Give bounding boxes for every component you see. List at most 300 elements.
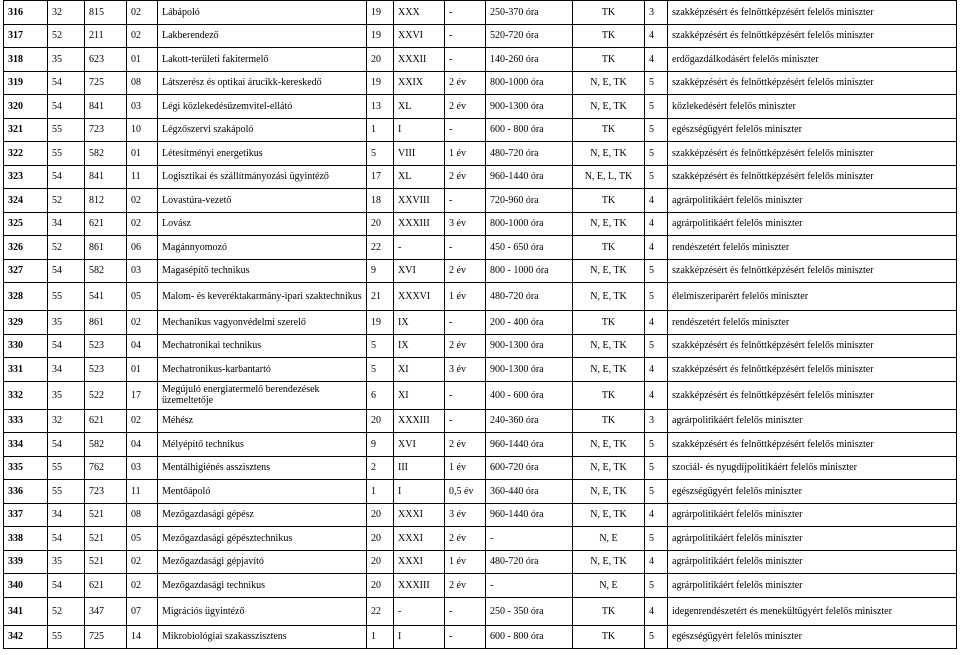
cell-code-part-2: 621 [85, 212, 127, 236]
cell-training-duration: 2 év [445, 259, 486, 283]
cell-qualification-name: Logisztikai és szállítmányozási ügyintéző [158, 165, 367, 189]
cell-sector-number: 1 [367, 625, 394, 649]
cell-responsible-minister: szakképzésért és felnőttképzésért felelős miniszter [668, 259, 957, 283]
cell-sector-roman: XXXI [394, 550, 445, 574]
cell-code-part-1: 55 [48, 625, 85, 649]
cell-code-part-2: 812 [85, 189, 127, 213]
cell-qualification-name: Mezőgazdasági gépész [158, 503, 367, 527]
cell-code-part-3: 02 [127, 24, 158, 48]
cell-training-duration: 1 év [445, 283, 486, 311]
cell-sector-roman: XXX [394, 1, 445, 25]
cell-qualification-name: Mezőgazdasági technikus [158, 574, 367, 598]
cell-training-hours: 960-1440 óra [486, 433, 573, 457]
cell-code-part-3: 01 [127, 48, 158, 72]
cell-code-part-1: 54 [48, 95, 85, 119]
cell-training-form: N, E, TK [573, 71, 645, 95]
cell-code-part-2: 582 [85, 259, 127, 283]
cell-code-part-3: 14 [127, 625, 158, 649]
cell-code-part-3: 02 [127, 311, 158, 335]
cell-serial-number: 342 [4, 625, 48, 649]
cell-code-part-2: 841 [85, 95, 127, 119]
cell-training-hours: 600 - 800 óra [486, 625, 573, 649]
cell-level: 4 [645, 550, 668, 574]
cell-training-hours: 600 - 800 óra [486, 118, 573, 142]
cell-serial-number: 323 [4, 165, 48, 189]
cell-code-part-2: 762 [85, 456, 127, 480]
table-row [4, 597, 957, 625]
cell-training-form: TK [573, 597, 645, 625]
cell-training-form: N, E, TK [573, 142, 645, 166]
cell-training-hours: 800-1000 óra [486, 212, 573, 236]
cell-qualification-name: Magánnyomozó [158, 236, 367, 260]
cell-qualification-name: Légzőszervi szakápoló [158, 118, 367, 142]
cell-training-form: N, E, TK [573, 283, 645, 311]
cell-qualification-name: Migrációs ügyintéző [158, 597, 367, 625]
cell-serial-number: 325 [4, 212, 48, 236]
cell-qualification-name: Mikrobiológiai szakasszisztens [158, 625, 367, 649]
cell-sector-roman: XXXIII [394, 212, 445, 236]
cell-training-form: TK [573, 381, 645, 409]
cell-level: 3 [645, 1, 668, 25]
cell-training-duration: 1 év [445, 550, 486, 574]
table-row [4, 503, 957, 527]
cell-sector-number: 5 [367, 334, 394, 358]
cell-code-part-3: 08 [127, 71, 158, 95]
cell-code-part-1: 35 [48, 381, 85, 409]
cell-level: 5 [645, 259, 668, 283]
cell-training-form: N, E, TK [573, 212, 645, 236]
cell-training-hours: - [486, 574, 573, 598]
cell-responsible-minister: szakképzésért és felnőttképzésért felelős miniszter [668, 334, 957, 358]
cell-serial-number: 337 [4, 503, 48, 527]
table-row [4, 456, 957, 480]
cell-training-duration: 3 év [445, 212, 486, 236]
cell-level: 5 [645, 480, 668, 504]
cell-responsible-minister: agrárpolitikáért felelős miniszter [668, 212, 957, 236]
cell-code-part-3: 02 [127, 574, 158, 598]
cell-code-part-1: 54 [48, 165, 85, 189]
cell-code-part-2: 725 [85, 71, 127, 95]
cell-level: 4 [645, 358, 668, 382]
cell-training-hours: 140-260 óra [486, 48, 573, 72]
cell-serial-number: 320 [4, 95, 48, 119]
cell-training-form: TK [573, 625, 645, 649]
cell-qualification-name: Lakott-területi fakitermelő [158, 48, 367, 72]
cell-training-duration: - [445, 381, 486, 409]
cell-training-duration: 2 év [445, 433, 486, 457]
cell-responsible-minister: szakképzésért és felnőttképzésért felelős miniszter [668, 165, 957, 189]
cell-code-part-2: 523 [85, 334, 127, 358]
cell-training-hours: - [486, 527, 573, 551]
cell-qualification-name: Mechatronikus-karbantartó [158, 358, 367, 382]
cell-training-form: TK [573, 118, 645, 142]
qualification-register-table [3, 0, 957, 649]
cell-code-part-2: 623 [85, 48, 127, 72]
cell-sector-roman: XXXI [394, 503, 445, 527]
cell-level: 4 [645, 381, 668, 409]
cell-responsible-minister: rendészetért felelős miniszter [668, 311, 957, 335]
cell-serial-number: 339 [4, 550, 48, 574]
table-row [4, 142, 957, 166]
cell-training-form: TK [573, 1, 645, 25]
cell-code-part-1: 55 [48, 142, 85, 166]
cell-training-form: TK [573, 24, 645, 48]
cell-code-part-3: 04 [127, 334, 158, 358]
cell-training-form: N, E, TK [573, 433, 645, 457]
cell-serial-number: 332 [4, 381, 48, 409]
cell-sector-roman: I [394, 118, 445, 142]
cell-code-part-1: 52 [48, 597, 85, 625]
cell-sector-number: 18 [367, 189, 394, 213]
cell-level: 4 [645, 236, 668, 260]
cell-serial-number: 317 [4, 24, 48, 48]
cell-sector-roman: IX [394, 334, 445, 358]
cell-training-hours: 480-720 óra [486, 142, 573, 166]
cell-sector-number: 20 [367, 503, 394, 527]
table-row [4, 236, 957, 260]
cell-sector-roman: IX [394, 311, 445, 335]
cell-code-part-3: 11 [127, 165, 158, 189]
cell-sector-roman: I [394, 480, 445, 504]
table-row [4, 259, 957, 283]
cell-code-part-2: 211 [85, 24, 127, 48]
cell-sector-roman: XXVIII [394, 189, 445, 213]
cell-code-part-3: 04 [127, 433, 158, 457]
cell-qualification-name: Mechatronikai technikus [158, 334, 367, 358]
cell-code-part-3: 05 [127, 527, 158, 551]
cell-code-part-2: 541 [85, 283, 127, 311]
cell-qualification-name: Lovász [158, 212, 367, 236]
cell-training-form: N, E, TK [573, 480, 645, 504]
cell-training-hours: 400 - 600 óra [486, 381, 573, 409]
cell-sector-number: 19 [367, 24, 394, 48]
cell-training-duration: - [445, 189, 486, 213]
cell-training-duration: 1 év [445, 456, 486, 480]
cell-serial-number: 318 [4, 48, 48, 72]
table-row [4, 527, 957, 551]
cell-code-part-2: 621 [85, 409, 127, 433]
cell-code-part-3: 01 [127, 142, 158, 166]
cell-code-part-1: 52 [48, 236, 85, 260]
cell-training-form: N, E, TK [573, 550, 645, 574]
cell-code-part-2: 523 [85, 358, 127, 382]
cell-training-hours: 360-440 óra [486, 480, 573, 504]
table-row [4, 358, 957, 382]
cell-code-part-3: 02 [127, 212, 158, 236]
cell-sector-roman: III [394, 456, 445, 480]
cell-training-duration: 2 év [445, 334, 486, 358]
cell-sector-number: 1 [367, 480, 394, 504]
cell-serial-number: 338 [4, 527, 48, 551]
cell-training-form: N, E, TK [573, 503, 645, 527]
cell-training-duration: - [445, 236, 486, 260]
cell-sector-roman: XL [394, 95, 445, 119]
cell-sector-number: 9 [367, 259, 394, 283]
table-row [4, 625, 957, 649]
cell-serial-number: 324 [4, 189, 48, 213]
cell-sector-number: 17 [367, 165, 394, 189]
cell-sector-roman: XI [394, 381, 445, 409]
cell-training-hours: 250-370 óra [486, 1, 573, 25]
cell-sector-number: 19 [367, 71, 394, 95]
table-row [4, 574, 957, 598]
cell-responsible-minister: szakképzésért és felnőttképzésért felelős miniszter [668, 358, 957, 382]
cell-responsible-minister: erdőgazdálkodásért felelős miniszter [668, 48, 957, 72]
cell-code-part-3: 02 [127, 550, 158, 574]
cell-training-duration: 1 év [445, 142, 486, 166]
cell-sector-roman: XXXIII [394, 409, 445, 433]
cell-level: 4 [645, 597, 668, 625]
table-row [4, 118, 957, 142]
cell-code-part-1: 32 [48, 1, 85, 25]
cell-code-part-2: 725 [85, 625, 127, 649]
cell-training-hours: 800 - 1000 óra [486, 259, 573, 283]
cell-training-duration: 2 év [445, 95, 486, 119]
cell-training-form: TK [573, 48, 645, 72]
cell-training-form: TK [573, 236, 645, 260]
cell-training-form: TK [573, 409, 645, 433]
cell-qualification-name: Létesítményi energetikus [158, 142, 367, 166]
cell-training-duration: - [445, 409, 486, 433]
cell-serial-number: 341 [4, 597, 48, 625]
cell-level: 5 [645, 574, 668, 598]
table-row [4, 480, 957, 504]
cell-training-hours: 250 - 350 óra [486, 597, 573, 625]
cell-serial-number: 316 [4, 1, 48, 25]
cell-code-part-2: 582 [85, 433, 127, 457]
cell-responsible-minister: élelmiszeriparért felelős miniszter [668, 283, 957, 311]
cell-code-part-1: 35 [48, 550, 85, 574]
cell-level: 4 [645, 189, 668, 213]
cell-code-part-2: 861 [85, 311, 127, 335]
cell-qualification-name: Mentőápoló [158, 480, 367, 504]
cell-code-part-1: 55 [48, 118, 85, 142]
cell-responsible-minister: szakképzésért és felnőttképzésért felelős miniszter [668, 71, 957, 95]
cell-qualification-name: Légi közlekedésüzemvitel-ellátó [158, 95, 367, 119]
cell-serial-number: 319 [4, 71, 48, 95]
cell-training-duration: 2 év [445, 71, 486, 95]
cell-sector-roman: - [394, 236, 445, 260]
cell-training-hours: 240-360 óra [486, 409, 573, 433]
cell-sector-roman: VIII [394, 142, 445, 166]
cell-responsible-minister: agrárpolitikáért felelős miniszter [668, 527, 957, 551]
cell-qualification-name: Látszerész és optikai árucikk-kereskedő [158, 71, 367, 95]
cell-qualification-name: Mentálhigiénés asszisztens [158, 456, 367, 480]
cell-sector-roman: - [394, 597, 445, 625]
cell-responsible-minister: agrárpolitikáért felelős miniszter [668, 550, 957, 574]
cell-sector-number: 20 [367, 550, 394, 574]
cell-serial-number: 340 [4, 574, 48, 598]
cell-responsible-minister: szakképzésért és felnőttképzésért felelős miniszter [668, 24, 957, 48]
cell-sector-roman: I [394, 625, 445, 649]
cell-sector-roman: XXXVI [394, 283, 445, 311]
cell-code-part-2: 723 [85, 118, 127, 142]
cell-code-part-3: 07 [127, 597, 158, 625]
cell-training-form: N, E, TK [573, 95, 645, 119]
cell-responsible-minister: agrárpolitikáért felelős miniszter [668, 574, 957, 598]
table-row [4, 48, 957, 72]
cell-level: 4 [645, 212, 668, 236]
cell-training-form: TK [573, 311, 645, 335]
table-body [4, 1, 957, 649]
cell-code-part-2: 841 [85, 165, 127, 189]
cell-code-part-2: 621 [85, 574, 127, 598]
cell-code-part-1: 35 [48, 311, 85, 335]
cell-responsible-minister: egészségügyért felelős miniszter [668, 118, 957, 142]
cell-sector-roman: XXVI [394, 24, 445, 48]
cell-sector-roman: XVI [394, 433, 445, 457]
cell-code-part-1: 54 [48, 433, 85, 457]
cell-code-part-3: 17 [127, 381, 158, 409]
cell-sector-number: 19 [367, 311, 394, 335]
cell-training-hours: 800-1000 óra [486, 71, 573, 95]
cell-training-hours: 600-720 óra [486, 456, 573, 480]
table-row [4, 189, 957, 213]
cell-serial-number: 330 [4, 334, 48, 358]
cell-code-part-1: 55 [48, 283, 85, 311]
cell-qualification-name: Magasépítő technikus [158, 259, 367, 283]
table-row [4, 24, 957, 48]
cell-code-part-1: 54 [48, 574, 85, 598]
cell-code-part-2: 815 [85, 1, 127, 25]
cell-sector-number: 1 [367, 118, 394, 142]
cell-serial-number: 327 [4, 259, 48, 283]
cell-sector-number: 20 [367, 574, 394, 598]
cell-code-part-2: 521 [85, 527, 127, 551]
cell-training-form: N, E, TK [573, 358, 645, 382]
table-row [4, 283, 957, 311]
cell-level: 4 [645, 24, 668, 48]
cell-level: 5 [645, 625, 668, 649]
cell-serial-number: 331 [4, 358, 48, 382]
table-row [4, 433, 957, 457]
cell-qualification-name: Megújuló energiatermelő berendezések üzemeltetője [158, 381, 367, 409]
cell-code-part-2: 723 [85, 480, 127, 504]
cell-sector-roman: XL [394, 165, 445, 189]
cell-training-duration: 3 év [445, 503, 486, 527]
cell-training-form: N, E, L, TK [573, 165, 645, 189]
cell-responsible-minister: agrárpolitikáért felelős miniszter [668, 189, 957, 213]
cell-serial-number: 335 [4, 456, 48, 480]
cell-code-part-2: 521 [85, 503, 127, 527]
cell-responsible-minister: szakképzésért és felnőttképzésért felelős miniszter [668, 142, 957, 166]
cell-code-part-1: 34 [48, 358, 85, 382]
cell-qualification-name: Mezőgazdasági gépésztechnikus [158, 527, 367, 551]
cell-code-part-2: 522 [85, 381, 127, 409]
cell-sector-roman: XXXI [394, 527, 445, 551]
cell-training-hours: 900-1300 óra [486, 334, 573, 358]
cell-code-part-3: 10 [127, 118, 158, 142]
cell-qualification-name: Méhész [158, 409, 367, 433]
table-row [4, 71, 957, 95]
table-row [4, 550, 957, 574]
cell-level: 5 [645, 142, 668, 166]
cell-sector-roman: XXIX [394, 71, 445, 95]
cell-code-part-1: 54 [48, 71, 85, 95]
cell-sector-number: 2 [367, 456, 394, 480]
cell-training-form: N, E [573, 527, 645, 551]
cell-code-part-3: 06 [127, 236, 158, 260]
cell-level: 5 [645, 433, 668, 457]
table-row [4, 334, 957, 358]
cell-serial-number: 326 [4, 236, 48, 260]
cell-sector-number: 20 [367, 527, 394, 551]
cell-training-hours: 450 - 650 óra [486, 236, 573, 260]
cell-code-part-1: 52 [48, 189, 85, 213]
cell-training-form: N, E, TK [573, 334, 645, 358]
cell-responsible-minister: agrárpolitikáért felelős miniszter [668, 503, 957, 527]
cell-code-part-3: 01 [127, 358, 158, 382]
cell-responsible-minister: idegenrendészetért és menekültügyért felelős miniszter [668, 597, 957, 625]
cell-responsible-minister: rendészetért felelős miniszter [668, 236, 957, 260]
cell-sector-number: 13 [367, 95, 394, 119]
cell-training-duration: - [445, 311, 486, 335]
table-row [4, 1, 957, 25]
cell-code-part-3: 03 [127, 259, 158, 283]
cell-sector-number: 22 [367, 236, 394, 260]
cell-training-duration: - [445, 597, 486, 625]
cell-sector-number: 20 [367, 409, 394, 433]
cell-code-part-1: 34 [48, 212, 85, 236]
cell-code-part-1: 54 [48, 334, 85, 358]
cell-sector-number: 5 [367, 142, 394, 166]
cell-code-part-1: 55 [48, 480, 85, 504]
cell-training-duration: 2 év [445, 574, 486, 598]
cell-training-hours: 480-720 óra [486, 283, 573, 311]
cell-code-part-1: 52 [48, 24, 85, 48]
cell-qualification-name: Mélyépítő technikus [158, 433, 367, 457]
cell-sector-number: 6 [367, 381, 394, 409]
cell-qualification-name: Malom- és keveréktakarmány-ipari szaktechnikus [158, 283, 367, 311]
table-row [4, 95, 957, 119]
cell-qualification-name: Lábápoló [158, 1, 367, 25]
cell-qualification-name: Mezőgazdasági gépjavító [158, 550, 367, 574]
cell-responsible-minister: közlekedésért felelős miniszter [668, 95, 957, 119]
cell-level: 4 [645, 311, 668, 335]
cell-training-duration: - [445, 24, 486, 48]
cell-training-form: TK [573, 189, 645, 213]
cell-responsible-minister: szakképzésért és felnőttképzésért felelős miniszter [668, 433, 957, 457]
cell-code-part-2: 861 [85, 236, 127, 260]
cell-code-part-1: 32 [48, 409, 85, 433]
cell-code-part-1: 54 [48, 527, 85, 551]
cell-training-duration: - [445, 1, 486, 25]
table-row [4, 409, 957, 433]
cell-sector-number: 5 [367, 358, 394, 382]
cell-responsible-minister: agrárpolitikáért felelős miniszter [668, 409, 957, 433]
cell-sector-number: 22 [367, 597, 394, 625]
cell-responsible-minister: szakképzésért és felnőttképzésért felelős miniszter [668, 381, 957, 409]
cell-code-part-1: 55 [48, 456, 85, 480]
cell-qualification-name: Lovastúra-vezető [158, 189, 367, 213]
cell-sector-number: 20 [367, 48, 394, 72]
cell-training-form: N, E, TK [573, 456, 645, 480]
table-row [4, 165, 957, 189]
cell-training-hours: 720-960 óra [486, 189, 573, 213]
cell-training-form: N, E [573, 574, 645, 598]
cell-level: 5 [645, 71, 668, 95]
cell-training-duration: - [445, 48, 486, 72]
cell-serial-number: 334 [4, 433, 48, 457]
cell-code-part-3: 02 [127, 409, 158, 433]
cell-training-duration: 0,5 év [445, 480, 486, 504]
cell-responsible-minister: egészségügyért felelős miniszter [668, 625, 957, 649]
cell-training-hours: 900-1300 óra [486, 358, 573, 382]
cell-training-duration: 2 év [445, 165, 486, 189]
cell-level: 5 [645, 95, 668, 119]
cell-training-hours: 960-1440 óra [486, 165, 573, 189]
cell-level: 5 [645, 283, 668, 311]
